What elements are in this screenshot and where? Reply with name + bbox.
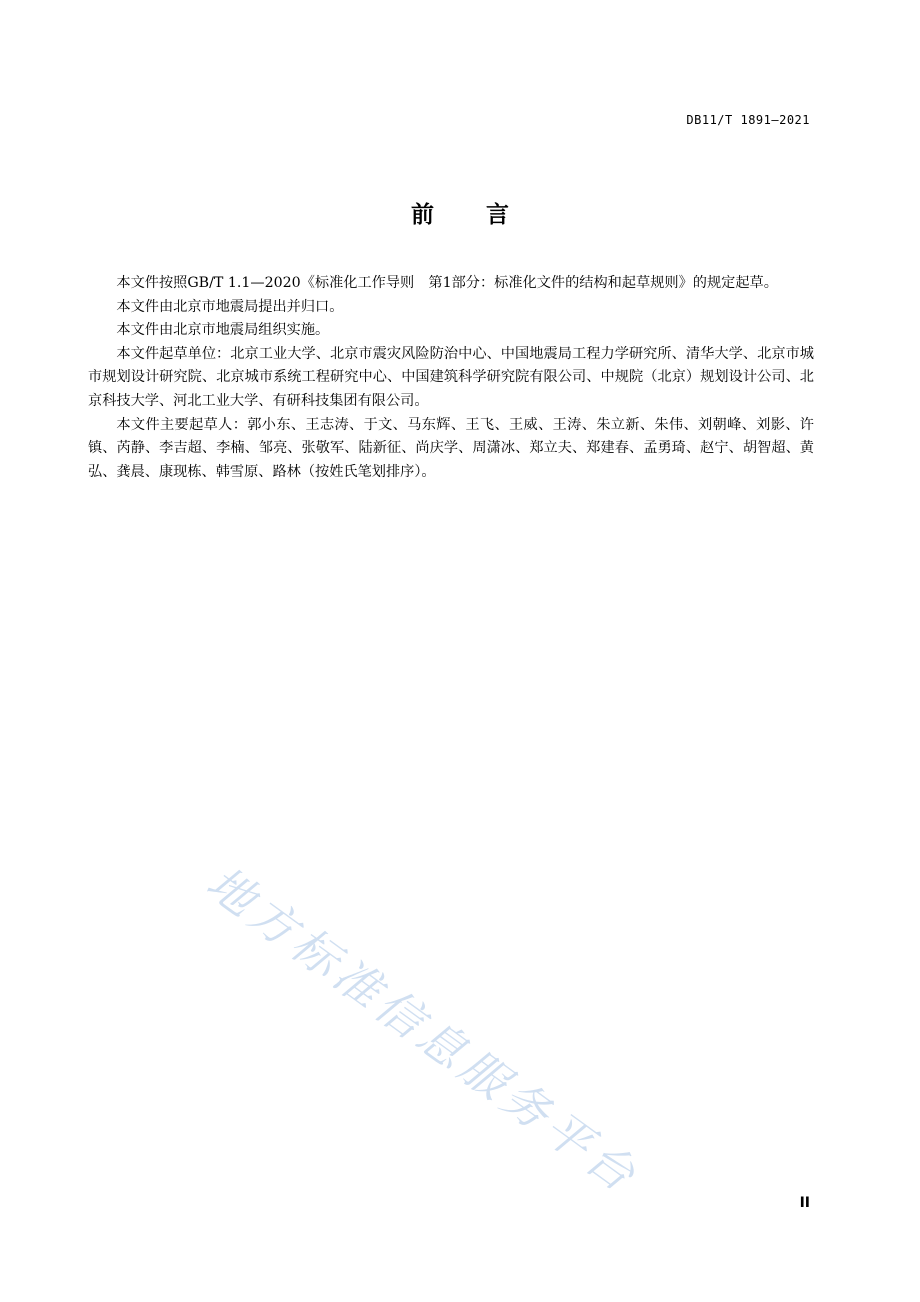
paragraph-implementer: 本文件由北京市地震局组织实施。 bbox=[116, 322, 330, 339]
watermark: 地方标准信息服务平台 bbox=[196, 855, 650, 1205]
page-number: II bbox=[799, 1195, 810, 1211]
paragraph-drafters: 本文件主要起草人：郭小东、王志涛、于文、马东辉、王飞、王威、王涛、朱立新、朱伟、刘朝峰、刘影、许镇、芮静、李吉超、李楠、邹亮、张敬军、陆新征、尚庆学、周潇冰、郑立夫、郑建春、孟勇琦、赵宁、胡智超、黄弘、龚晨、康现栋、韩雪原、路林（按姓氏笔划排序）。 bbox=[88, 416, 814, 480]
paragraph-drafting-rules: 本文件按照GB/T 1.1—2020《标准化工作导则 第1部分：标准化文件的结构和起草规则》的规定起草。 bbox=[116, 275, 778, 291]
preface-body bbox=[88, 272, 814, 484]
document-code: DB11/T 1891—2021 bbox=[686, 113, 810, 127]
paragraph-drafting-units: 本文件起草单位：北京工业大学、北京市震灾风险防治中心、中国地震局工程力学研究所、清华大学、北京市城市规划设计研究院、北京城市系统工程研究中心、中国建筑科学研究院有限公司、中规院（北京）规划设计公司、北京科技大学、河北工业大学、有研科技集团有限公司。 bbox=[88, 345, 814, 409]
paragraph-proposer: 本文件由北京市地震局提出并归口。 bbox=[116, 298, 344, 315]
page-title: 前言 bbox=[411, 202, 561, 228]
